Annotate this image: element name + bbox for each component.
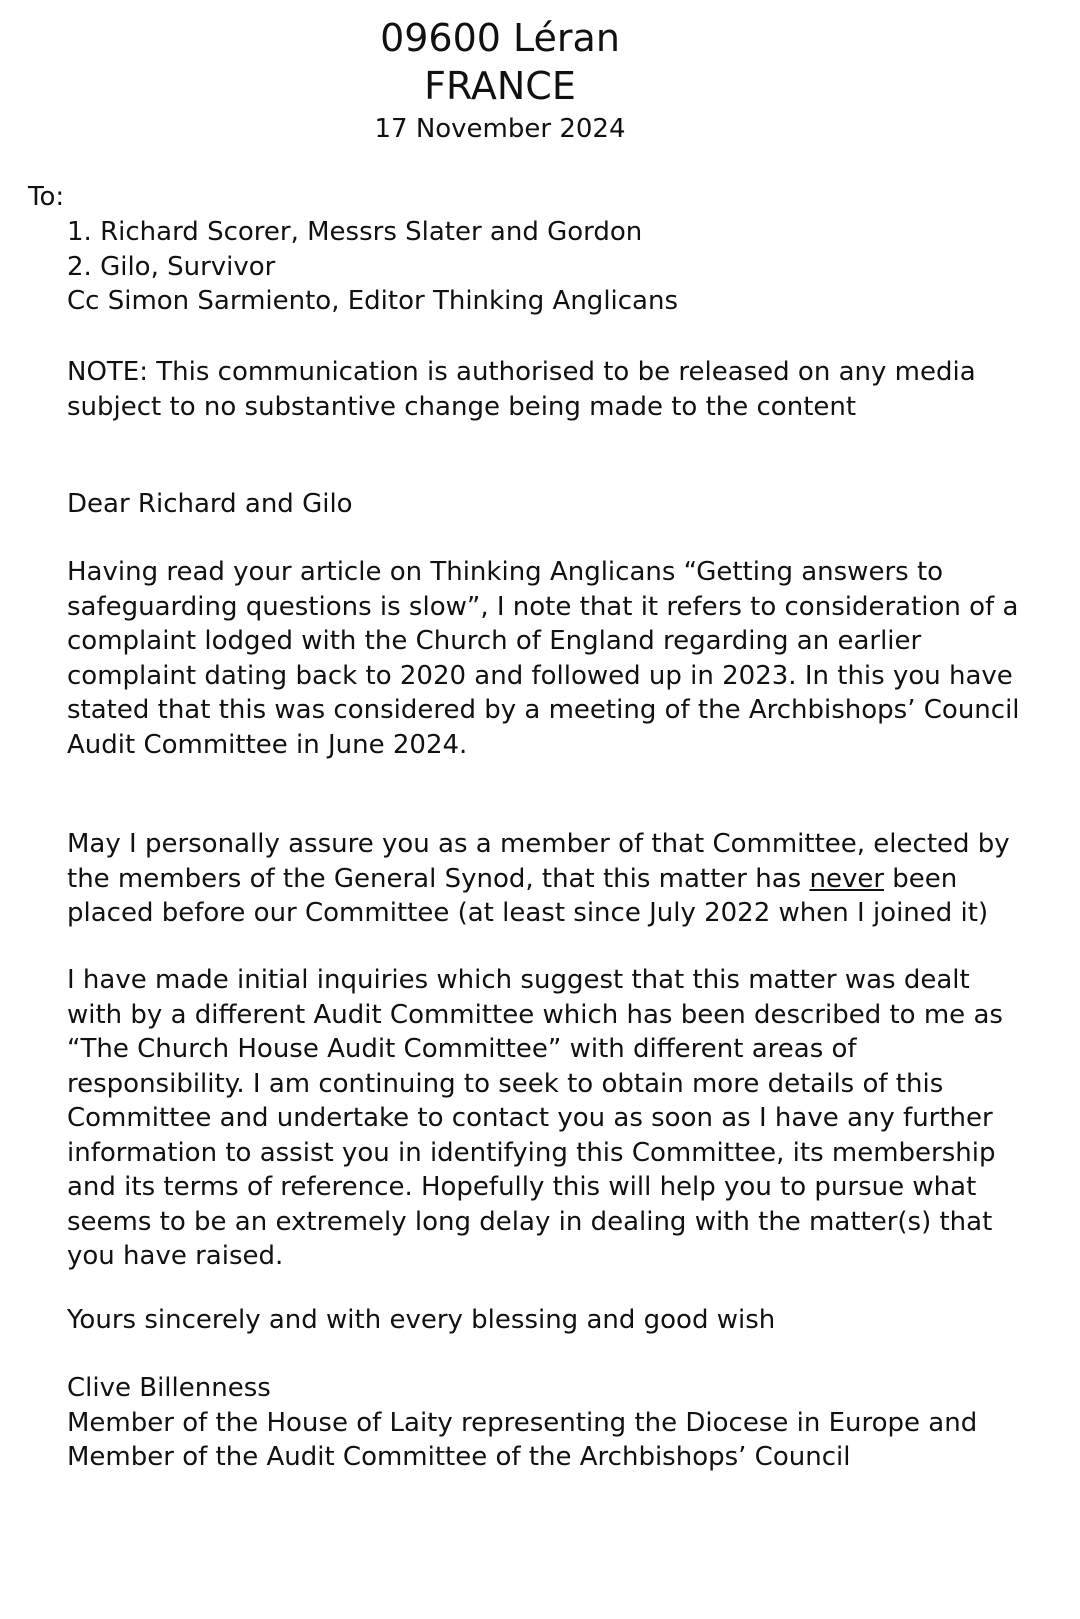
paragraph-2-text-start: May I personally assure you as a member of that Committee, elected by the members of the General Synod, that this matter has [67, 829, 1010, 894]
body-paragraph-2 [67, 827, 1027, 931]
recipient-item: 2. Gilo, Survivor [67, 251, 276, 282]
signature-block [67, 1371, 1027, 1475]
to-label: To: [28, 182, 65, 212]
signatory-role-1: Member of the House of Laity representing the Diocese in Europe and [67, 1407, 978, 1438]
underlined-emphasis: never [809, 863, 885, 894]
signatory-role-2: Member of the Audit Committee of the Archbishops’ Council [67, 1442, 851, 1472]
body-paragraph-1: Having read your article on Thinking Anglicans “Getting answers to safeguarding questions is slow”, I note that it refers to consideration of a complaint lodged with the Church of England regarding an earlier complaint dating back to 2020 and followed up in 2023. In this you have stated that this was considered by a meeting of the Archbishops’ Council Audit Committee in June 2024. [67, 557, 1020, 760]
recipient-list [67, 215, 1027, 319]
body-paragraph-3: I have made initial inquiries which suggest that this matter was dealt with by a different Audit Committee which has been described to me as “The Church House Audit Committee” with different areas of responsibility. I am continuing to seek to obtain more details of this Committee and undertake to contact you as soon as I have any further information to assist you in identifying this Committee, its membership and its terms of reference. Hopefully this will help you to pursue what seems to be an extremely long delay in dealing with the matter(s) that you have raised. [67, 965, 1003, 1271]
recipient-item: 1. Richard Scorer, Messrs Slater and Gordon [67, 217, 643, 247]
release-note: NOTE: This communication is authorised to be released on any media subject to no substantive change being made to the content [67, 357, 976, 422]
signatory-name: Clive Billenness [67, 1373, 271, 1403]
salutation: Dear Richard and Gilo [67, 489, 353, 519]
letter-date: 17 November 2024 [374, 114, 626, 144]
address-line-town: 09600 Léran [380, 16, 620, 60]
paragraph-2-text-end: been placed before our Committee (at least since July 2022 when I joined it) [67, 863, 989, 928]
address-line-country: FRANCE [424, 64, 576, 108]
cc-line: Cc Simon Sarmiento, Editor Thinking Anglicans [67, 286, 679, 316]
closing-line: Yours sincerely and with every blessing and good wish [67, 1305, 776, 1335]
